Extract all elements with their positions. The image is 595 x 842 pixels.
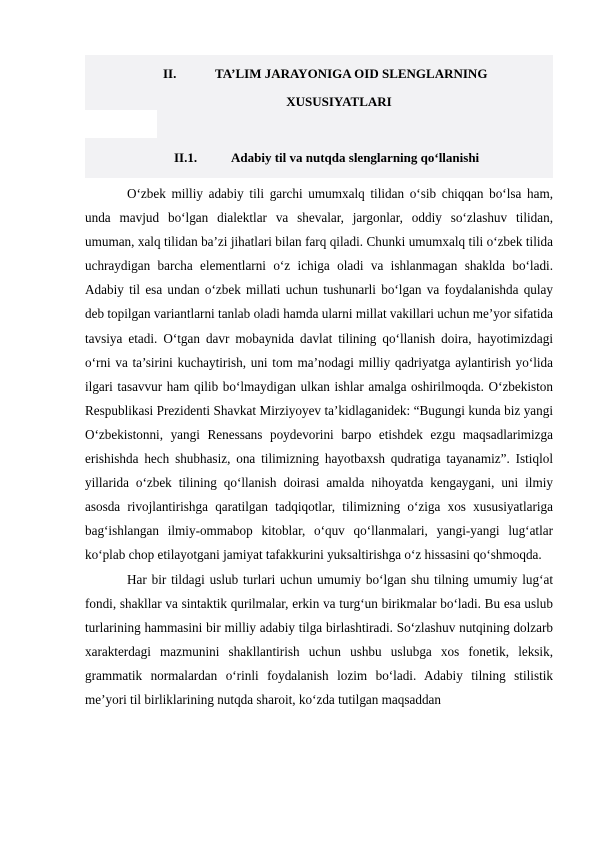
paragraph: O‘zbek milliy adabiy tili garchi umumxalq tilidan o‘sib chiqqan bo‘lsa ham, unda mavjud bo‘lgan dialektlar va shevalar, jargonlar, oddiy so‘zlashuv tilidan, umuman, xalq tilidan ba’zi jihatlari bilan farq qiladi. Chunki umumxalq tili o‘zbek tilida uchraydigan barcha elementlarni o‘z ichiga oladi va ishlanmagan shaklda bo‘ladi. Adabiy til esa undan o‘zbek millati uchun tushunarli bo‘lgan va foydalanishda qulay deb topilgan variantlarni tanlab oladi hamda ularni millat vakillari uchun me’yor sifatida tavsiya etadi. O‘tgan davr mobaynida davlat tilining qo‘llanish doira, hayotimizdagi o‘rni va ta’sirini kuchaytirish, uni tom ma’nodagi milliy qadriyatga aylantirish yo‘lida ilgari tasavvur ham qilib bo‘lmaydigan ulkan ishlar amalga oshirilmoqda. O‘zbekiston Respublikasi Prezidenti Shavkat Mirziyoyev ta’kidlaganidek: “Bugungi kunda biz yangi O‘zbekistonni, yangi Renessans poydevorini barpo etishdek ezgu maqsadlarimizga erishishda hech shubhasiz, ona tilimizning hayotbaxsh qudratiga tayanamiz”. Istiqlol yillarida o‘zbek tilining qo‘llanish doirasi amalda nihoyatda kengaygani, uni ilmiy asosda rivojlantirishga qaratilgan tadqiqotlar, tilimizning o‘ziga xos xususiyatlariga bag‘ishlangan ilmiy-ommabop kitoblar, o‘quv qo‘llanmalari, yangi-yangi lug‘atlar ko‘plab chop etilayotgani jamiyat tafakkurini yuksaltirishga o‘z hissasini qo‘shmoqda. (85, 186, 553, 563)
paragraph: Har bir tildagi uslub turlari uchun umumiy bo‘lgan shu tilning umumiy lug‘at fondi, shakllar va sintaktik qurilmalar, erkin va turg‘un birikmalar bo‘ladi. Bu esa uslub turlarining hammasini bir milliy adabiy tilga birlashtiradi. So‘zlashuv nutqining dolzarb xarakterdagi mazmunini shakllantirish uchun ushbu uslubga xos fonetik, leksik, grammatik normalardan o‘rinli foydalanish lozim bo‘ladi. Adabiy tilning stilistik me’yori til birliklarining nutqda sharoit, ko‘zda tutilgan maqsaddan (85, 571, 553, 707)
body-text (85, 182, 553, 712)
section-title: Adabiy til va nutqda slenglarning qo‘llanishi (231, 150, 480, 165)
section-number: II.1. (174, 150, 198, 165)
chapter-number: II. (163, 66, 177, 81)
heading-background-band (157, 110, 553, 138)
chapter-title-line1: TA’LIM JARAYONIGA OID SLENGLARNING (215, 66, 488, 81)
chapter-title-line2: XUSUSIYATLARI (286, 94, 392, 109)
